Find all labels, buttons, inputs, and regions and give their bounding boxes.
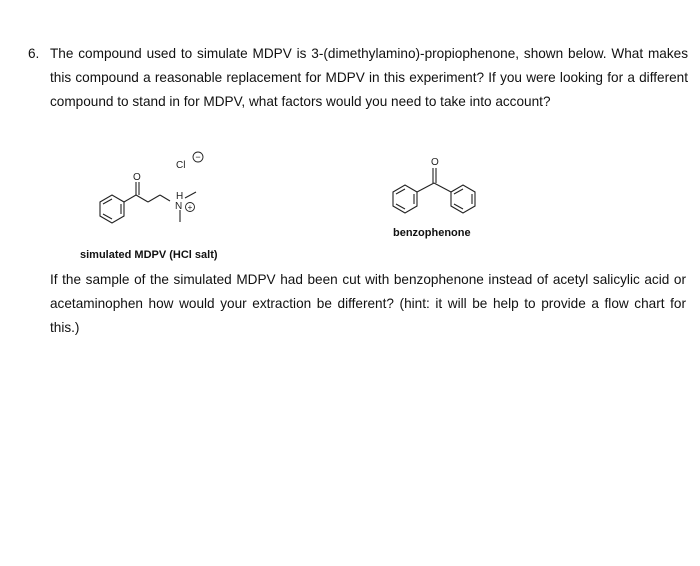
benzophenone-structure bbox=[385, 150, 495, 225]
simulated-mdpv-structure bbox=[86, 140, 246, 240]
mdpv-chloride-atom: Cl bbox=[176, 160, 186, 171]
mdpv-nitrogen-atom: N bbox=[175, 201, 183, 212]
question-6 bbox=[28, 42, 688, 114]
question-text: The compound used to simulate MDPV is 3-(dimethylamino)-propiophenone, shown below. What makes this compound a reasonable replacement for MDPV in this experiment? If you were looking for a different compound to stand in for MDPV, what factors would you need to take into account? bbox=[50, 46, 688, 109]
simulated-mdpv-label: simulated MDPV (HCl salt) bbox=[80, 249, 218, 261]
chloride-charge-sign: − bbox=[195, 152, 201, 162]
mdpv-hydrogen-atom: H bbox=[176, 191, 184, 202]
followup-question-text: If the sample of the simulated MDPV had been cut with benzophenone instead of acetyl salicylic acid or acetaminophen how would your extraction be different? (hint: it will be help to provide a flow chart for this.) bbox=[50, 272, 686, 335]
ammonium-charge-sign: + bbox=[187, 203, 193, 212]
question-number: 6. bbox=[28, 46, 40, 61]
benzophenone-label: benzophenone bbox=[393, 227, 471, 239]
benzophenone-oxygen-atom: O bbox=[431, 157, 439, 168]
mdpv-oxygen-atom: O bbox=[133, 172, 141, 183]
